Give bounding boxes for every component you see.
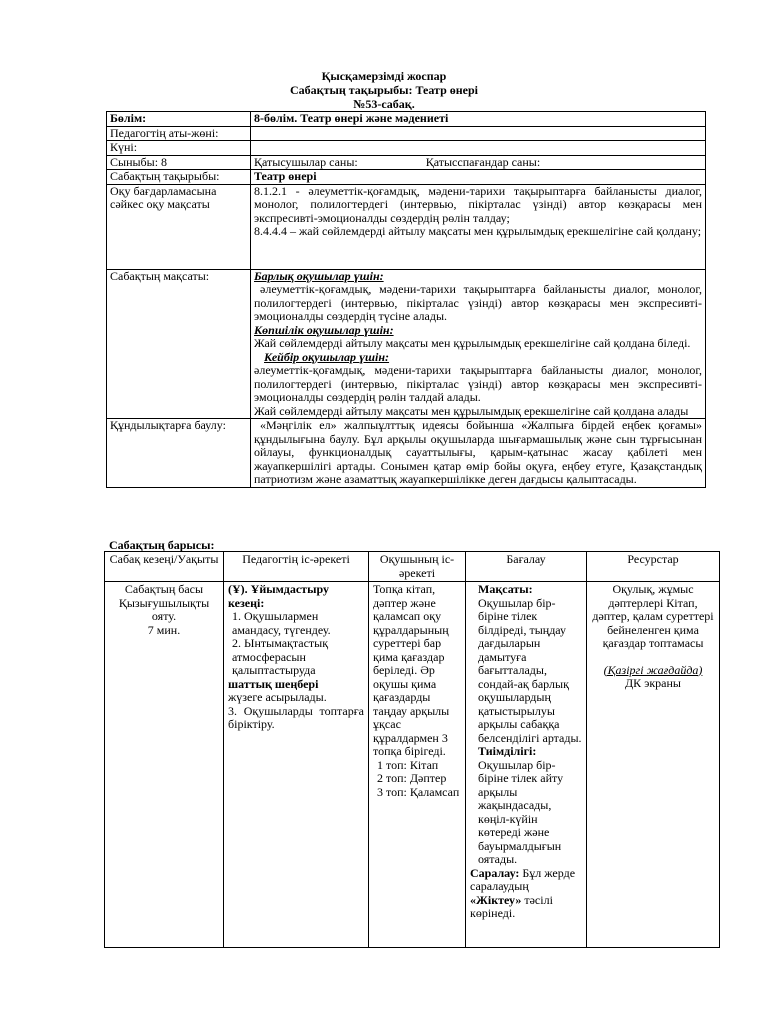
student-activity-cell bbox=[369, 582, 466, 948]
progress-row-start bbox=[105, 582, 720, 948]
all-students-text: әлеуметтік-қоғамдық, мәдени-тарихи тақырыптарға байланысты диалог, монолог, полилогтердегі (интервью, пікірталас үзінді) автор көзқарасы мен экспресивті-эмоционалды сөздердің түсіне алады. bbox=[254, 282, 702, 323]
resources-cell bbox=[587, 582, 720, 948]
goal-heading: Мақсаты: bbox=[478, 582, 533, 596]
objective-1: 8.1.2.1 - әлеуметтік-қоғамдық, мәдени-тарихи тақырыптарға байланысты диалог, монолог, полилогтердегі (интервью, пікірталас үзінді) автор көзқарасы мен экспресивті-эмоционалды сөздердің рөлін талдау; bbox=[254, 183, 702, 225]
teacher-step-3: 3. Оқушыларды топтарға біріктіру. bbox=[228, 703, 364, 731]
teacher-step-2-end: жүзеге асырылады. bbox=[228, 690, 327, 704]
group-3: 3 топ: Қаламсап bbox=[377, 784, 460, 799]
assessment-cell bbox=[466, 582, 587, 948]
row-grade bbox=[107, 155, 706, 170]
grade-label: Сыныбы: 8 bbox=[107, 155, 251, 170]
group-1: 1 топ: Кітап bbox=[377, 757, 439, 772]
resources-screen: ДК экраны bbox=[625, 676, 681, 690]
objectives-cell bbox=[251, 184, 706, 269]
most-students-text: Жай сөйлемдерді айтылу мақсаты мен құрылымдық ерекшелігіне сай қолдана біледі. bbox=[254, 336, 691, 350]
absent-label: Қатысспағандар саны: bbox=[425, 154, 541, 169]
assessment-main bbox=[470, 583, 582, 867]
teacher-value bbox=[251, 126, 706, 141]
date-value bbox=[251, 141, 706, 156]
values-label: Құндылықтарға баулу: bbox=[107, 419, 251, 488]
col-teacher: Педагогтің іс-әрекеті bbox=[224, 552, 369, 582]
lesson-progress-table bbox=[104, 551, 720, 948]
row-objectives bbox=[107, 184, 706, 269]
section-label: Бөлім: bbox=[107, 112, 251, 127]
some-students-text-1: әлеуметтік-қоғамдық, мәдени-тарихи тақырыптарға байланысты диалог, монолог, полилогтердегі (интервью, пікірталас үзінді) автор көзқарасы мен экспресивті-эмоционалды сөздердің рөлін талдай алады. bbox=[254, 363, 702, 404]
doc-title: Қысқамерзімді жоспар bbox=[321, 69, 447, 83]
differentiation bbox=[470, 867, 582, 921]
date-label: Күні: bbox=[107, 141, 251, 156]
group-2: 2 топ: Дәптер bbox=[377, 771, 447, 785]
doc-subject: Сабақтың тақырыбы: Театр өнері bbox=[289, 83, 478, 97]
student-text: Топқа кітап, дәптер және қаламсап оқу құралдарының суреттері бар қима қағаздар беріледі. Әр оқушы қима қағаздарды таңдау арқылы ұқсас құралдармен 3 топқа бірігеді. bbox=[373, 582, 450, 758]
goal-text: Оқушылар бір-біріне тілек білдіреді, тыңдау дағдыларын дамытуға бағытталады, сондай-ақ барлық оқушылардың қатыстырылуы арқылы сабаққа белсенділігі артады. bbox=[478, 595, 582, 745]
doc-lesson-number: №53-сабақ. bbox=[353, 97, 415, 111]
lesson-goal-label: Сабақтың мақсаты: bbox=[107, 269, 251, 419]
teacher-step-2-method: шаттық шеңбері bbox=[228, 676, 319, 691]
values-text: «Мәңгілік ел» жалпыұлттық идеясы бойынша «Жалпыға бірдей еңбек қоғамы» құндылығына баулу. Бұл арқылы оқушыларда шығармашылық және сын тұрғысынан ойлауы, функционалдық сауаттылығы, қарым-қатынас жасау қабілеті мен жауапкершілігі артады. Сонымен қатар өмір бойы оқуға, еңбеу етуге, Қазақстандық патриотизм және азаматтық жауапкершілікке деген дағдысы қалыптасады. bbox=[251, 419, 706, 488]
effectiveness-text: Оқушылар бір-біріне тілек айту арқылы жақындасады, көңіл-күйін көтереді және бауырмалдығын оятады. bbox=[478, 757, 564, 866]
teacher-label: Педагогтің аты-жөні: bbox=[107, 126, 251, 141]
differentiation-heading: Саралау: bbox=[470, 865, 520, 880]
row-teacher bbox=[107, 126, 706, 141]
row-values bbox=[107, 419, 706, 488]
teacher-heading: (Ұ). Ұйымдастыру кезеңі: bbox=[228, 582, 329, 610]
teacher-step-2: 2. Ынтымақтастық атмосферасын қалыптастыруда bbox=[232, 636, 329, 677]
section-value: 8-бөлім. Театр өнері және мәдениеті bbox=[251, 112, 706, 127]
row-lesson-goal bbox=[107, 269, 706, 419]
resources-text: Оқулық, жұмыс дәптерлері Кітап, дәптер, қалам суреттері бейнеленген қима қағаздар топтамасы bbox=[592, 582, 714, 650]
differentiation-end: тәсілі көрінеді. bbox=[470, 892, 553, 920]
most-students-heading: Көпшілік оқушылар үшін: bbox=[254, 322, 394, 337]
objective-2: 8.4.4.4 – жай сөйлемдерді айтылу мақсаты мен құрылымдық ерекшелігіне сай қолдану; bbox=[254, 224, 702, 238]
teacher-activity-cell bbox=[224, 582, 369, 948]
present-label: Қатысушылар саны: bbox=[254, 154, 358, 169]
col-assessment: Бағалау bbox=[466, 552, 587, 582]
objectives-label: Оқу бағдарламасына сәйкес оқу мақсаты bbox=[107, 184, 251, 269]
lesson-info-table bbox=[106, 111, 706, 488]
lesson-goal-cell bbox=[251, 269, 706, 419]
row-topic bbox=[107, 170, 706, 185]
resources-current: (Қазіргі жағдайда) bbox=[603, 662, 703, 677]
col-stage: Сабақ кезеңі/Уақыты bbox=[105, 552, 224, 582]
effectiveness-heading: Тиімділігі: bbox=[478, 744, 537, 758]
differentiation-text: Бұл жерде саралаудың bbox=[470, 865, 576, 893]
some-students-text-2: Жай сөйлемдерді айтылу мақсаты мен құрылымдық ерекшелігіне сай қолдана алады bbox=[254, 403, 689, 418]
row-section bbox=[107, 112, 706, 127]
stage-time: 7 мин. bbox=[147, 622, 181, 637]
teacher-step-1: 1. Оқушылармен амандасу, түгендеу. bbox=[232, 609, 331, 637]
topic-value: Театр өнері bbox=[251, 170, 706, 185]
col-student: Оқушының іс-әрекеті bbox=[369, 552, 466, 582]
attendance-cell bbox=[251, 155, 706, 170]
row-date bbox=[107, 141, 706, 156]
topic-label: Сабақтың тақырыбы: bbox=[107, 170, 251, 185]
col-resources: Ресурстар bbox=[587, 552, 720, 582]
all-students-heading: Барлық оқушылар үшін: bbox=[254, 268, 384, 283]
stage-cell bbox=[105, 582, 224, 948]
differentiation-method: «Жіктеу» bbox=[470, 892, 522, 907]
progress-header-row bbox=[105, 552, 720, 582]
some-students-heading: Кейбір оқушылар үшін: bbox=[264, 349, 390, 364]
progress-heading: Сабақтың барысы: bbox=[109, 538, 215, 552]
stage-name: Сабақтың басы Қызығушылықты ояту. bbox=[118, 582, 210, 623]
